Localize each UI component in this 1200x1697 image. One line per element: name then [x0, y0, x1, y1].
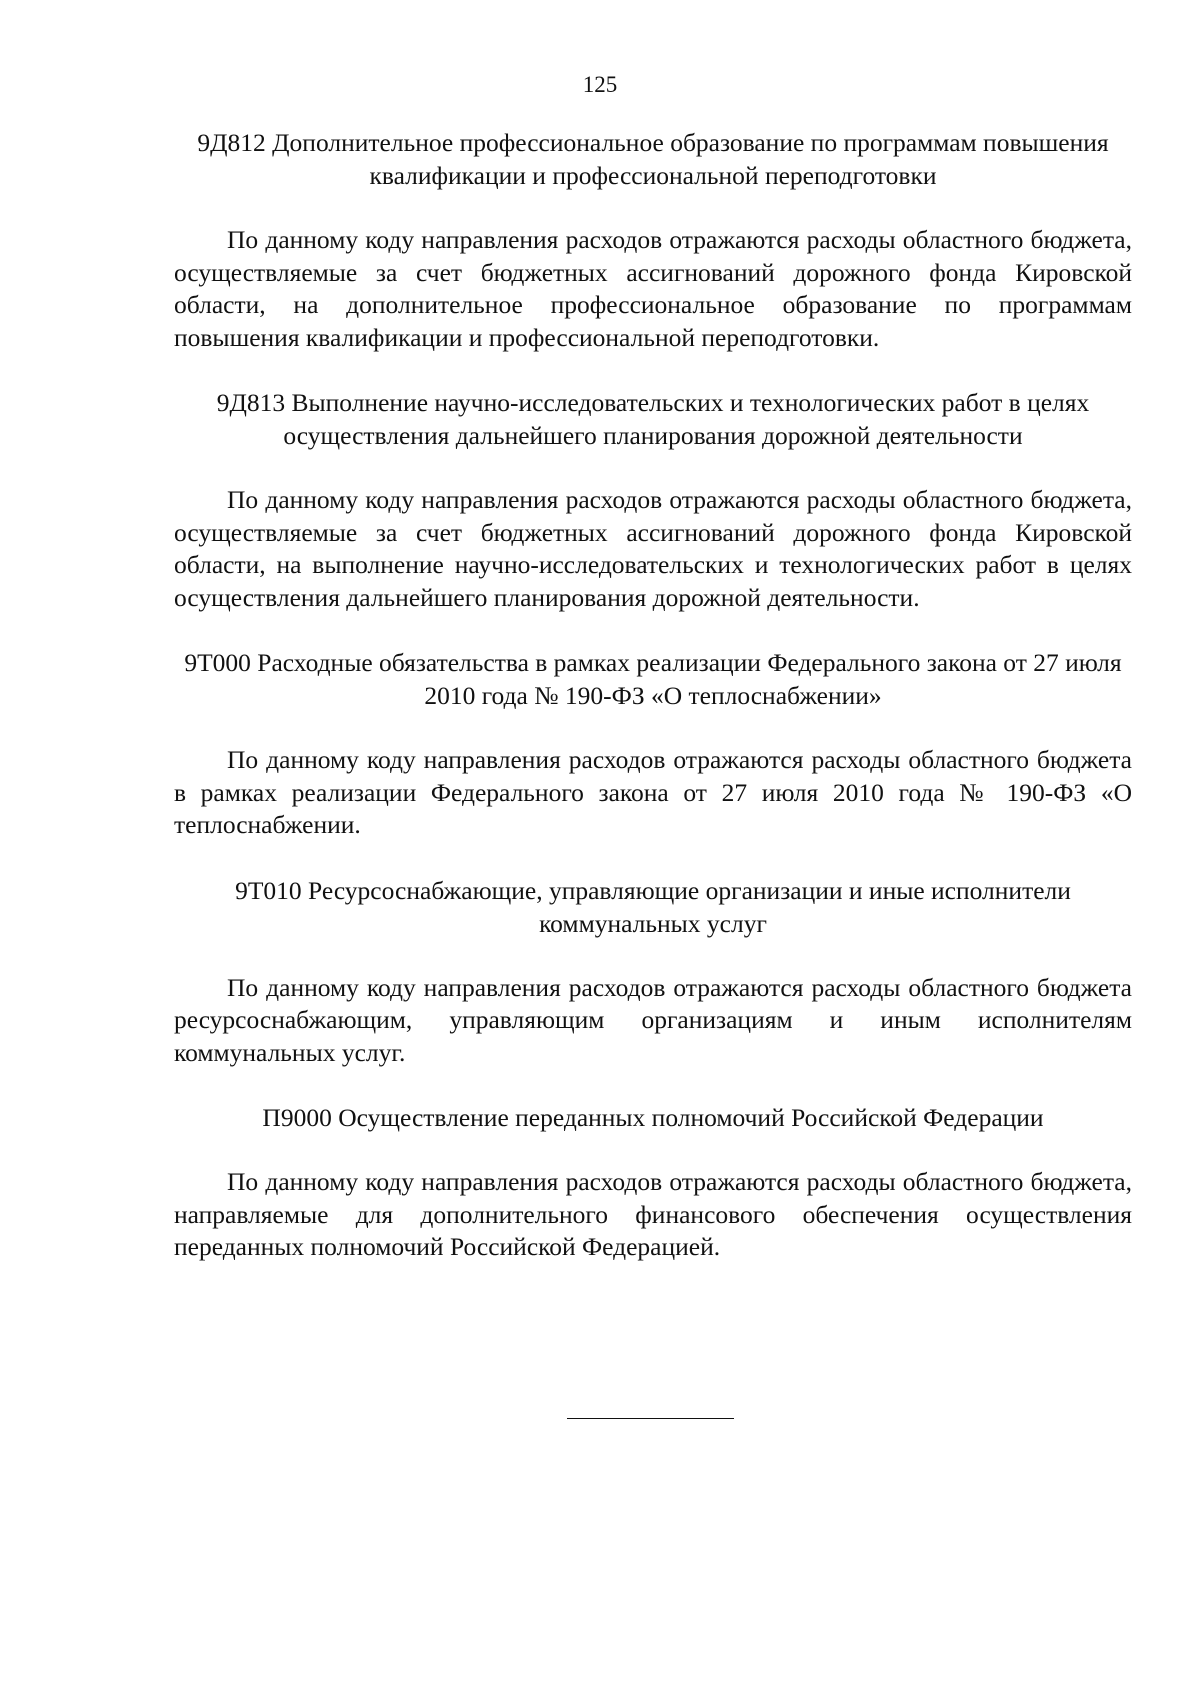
document-body	[174, 126, 1132, 1296]
section-body: По данному коду направления расходов отражаются расходы областного бюджета ресурсоснабжающим, управляющим организациям и иным исполнителям коммунальных услуг.	[174, 972, 1132, 1067]
section-body: По данному коду направления расходов отражаются расходы областного бюджета, осуществляемые за счет бюджетных ассигнований дорожного фонда Кировской области, на дополнительное профессиональное образование по программам повышения квалификации и профессиональной переподготовки.	[174, 225, 1132, 352]
section-body: По данному коду направления расходов отражаются расходы областного бюджета, направляемые для дополнительного финансового обеспечения осуществления переданных полномочий Российской Федерацией.	[174, 1167, 1132, 1261]
page-number: 125	[582, 72, 618, 97]
section-9d812	[174, 126, 1132, 354]
section-title: 9Д812 Дополнительное профессиональное образование по программам повышения квалификации и профессиональной переподготовки	[197, 128, 1109, 190]
section-title: П9000 Осуществление переданных полномочий Российской Федерации	[262, 1103, 1044, 1132]
section-title: 9Т010 Ресурсоснабжающие, управляющие организации и иные исполнители коммунальных услуг	[235, 875, 1071, 938]
section-9t000	[174, 646, 1132, 842]
section-body: По данному коду направления расходов отражаются расходы областного бюджета, осуществляемые за счет бюджетных ассигнований дорожного фонда Кировской области, на выполнение научно-исследовательских и технологических работ в целях осуществления дальнейшего планирования дорожной деятельности.	[174, 485, 1132, 612]
section-title: 9Т000 Расходные обязательства в рамках реализации Федерального закона от 27 июля 2010 года № 190-ФЗ «О теплоснабжении»	[184, 648, 1122, 710]
end-of-document-rule	[567, 1418, 734, 1419]
section-9t010	[174, 874, 1132, 1070]
section-9d813	[174, 386, 1132, 614]
section-title: 9Д813 Выполнение научно-исследовательских и технологических работ в целях осуществления дальнейшего планирования дорожной деятельности	[216, 388, 1090, 450]
section-body: По данному коду направления расходов отражаются расходы областного бюджета в рамках реализации Федерального закона от 27 июля 2010 года № 190-ФЗ «О теплоснабжении.	[174, 745, 1132, 839]
section-p9000	[174, 1101, 1132, 1264]
